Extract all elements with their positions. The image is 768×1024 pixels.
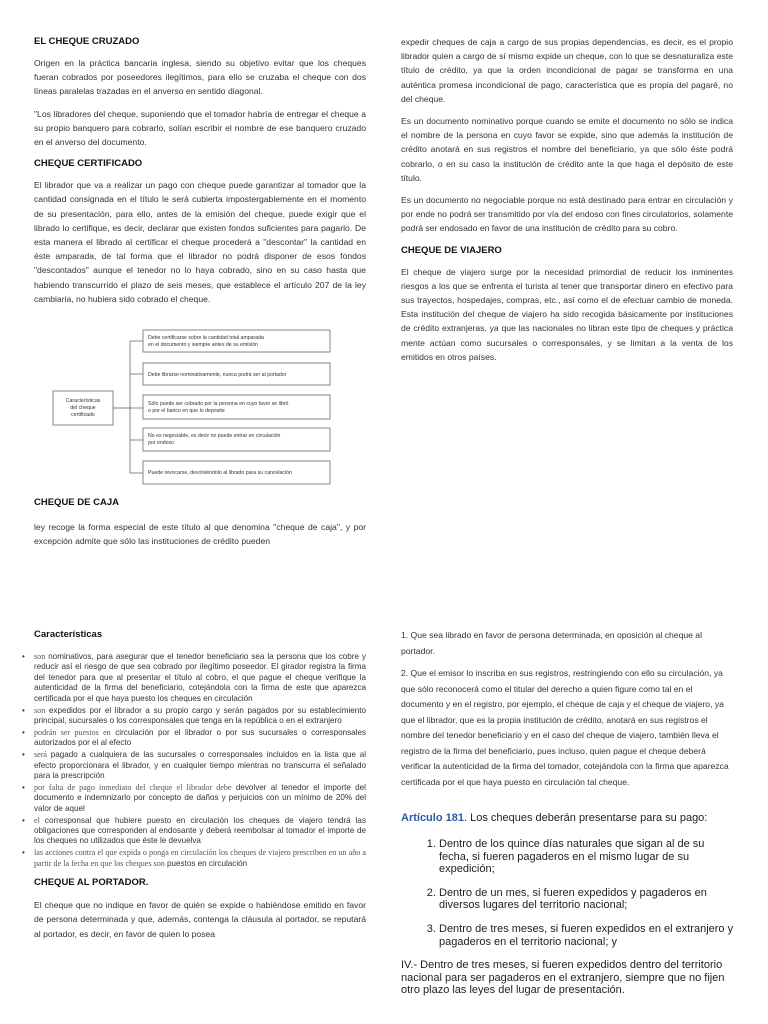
diagram-root-label: certificado <box>71 412 95 418</box>
diagram-box-text: en el documento y siempre antes de su emisión <box>148 342 258 348</box>
list-item: • por falta de pago inmediato del cheque el librador debe devolver al tenedor el importe del documento e indemnizarlo por concepto de daños y perjuicios con un mínimo de 20% del valor de aquel <box>34 783 366 814</box>
list-item: • son nominativos, para asegurar que el tenedor beneficiario sea la persona que los cobre y reducir así el riesgo de que sea cobrado por ilegítimo poseedor. El girador registra la firma del tenedor para que al presentar el título al cobro, el que pague el cheque verifique la autenticidad de la firma del beneficiario, cotejándola con la firma de este que aparezca certificada por el que haya puesto los cheques en circulación <box>34 652 366 704</box>
paragraph: El librador que va a realizar un pago con cheque puede garantizar al tomador que la cantidad consignada en el título le será cubierta impostergablemente en el momento de su presentación, para ello, antes de la emisión del cheque, puede exigir que el librado lo certifique, es decir, declarar que existen fondos suficientes para pagarlo. De esta manera el librado al certificar el cheque procederá a "descontar" la cantidad en éste amparada, de tal forma que el librador no podrá disponer de esos fondos "descontados" aunque el tenedor no lo haya cobrado, sino en su caso hasta que habiendo transcurrido el plazo de seis meses, que establece el artículo 207 de la ley cambiaria, no hubiera sido cobrado el cheque. <box>34 180 366 304</box>
bottom-right-column <box>401 628 735 997</box>
paragraph: "Los libradores del cheque, suponiendo que el tomador habría de entregar el cheque a su propio banquero para cobrarlo, solían escribir el nombre de ese banquero cruzado en el anverso del documento. <box>34 108 366 148</box>
list-item: 3. Dentro de tres meses, si fueren expedidos en el extranjero y pagaderos en el territorio nacional; y <box>439 923 735 948</box>
article-item-iv: IV.- Dentro de tres meses, si fueren expedidos dentro del territorio nacional para ser pagaderos en el extranjero, siempre que no fijen otro plazo las leyes del lugar de presentación. <box>401 959 725 997</box>
article-181-title: Artículo 181. Los cheques deberán presentarse para su pago: <box>401 812 708 824</box>
diagram-box-text: Debe certificarse sobre la cantidad total amparada <box>148 335 264 341</box>
diagram-box-text: Debe librarse nominativamente, nunca podrá ser al portador <box>148 372 287 378</box>
heading-caracteristicas: Características <box>34 629 103 640</box>
heading-cheque-al-portador: CHEQUE AL PORTADOR. <box>34 877 149 889</box>
characteristics-diagram <box>35 327 340 487</box>
paragraph: Es un documento nominativo porque cuando se emite el documento no sólo se indica el nombre de la persona en cuyo favor se expide, sino que además la institución de crédito anotará en sus registros el nombre del beneficiario, ya que sólo éste podrá cobrarlo, o en su caso la institución de crédito ante la que haga el depósito de este título. <box>401 116 733 183</box>
paragraph: 2. Que el emisor lo inscriba en sus registros, restringiendo con ello su circulación, ya que sólo reconocerá como el titular del derecho a quien figure como tal en el documento y en el registro, por ejemplo, el cheque de caja y el cheque de viajero, ya que el librador, que es la propia institución de crédito, anotará en sus registros el nombre del tenedor beneficiario y en el caso del cheque de viajero, también lleva el registro de la firma del beneficiario, pues incluso, quien pague el cheque deberá verificar la autenticidad de la firma del tomador, cotejándola con la firma que aparezca certificada por el que haya puesto en circulación tal cheque. <box>401 668 729 787</box>
paragraph: expedir cheques de caja a cargo de sus propias dependencias, es decir, es el propio librador quien a cargo de sí mismo expide un cheque, con lo que se desnaturaliza este título de crédito, ya que la orden incondicional de pagar se transforma en una auténtica promesa incondicional de pago, característica que es propia del pagaré, no del cheque. <box>401 37 733 104</box>
list-item: 1. Dentro de los quince días naturales que sigan al de su fecha, si fueren pagaderos en el mismo lugar de su expedición; <box>439 838 735 876</box>
diagram-box-text: por endoso <box>148 440 174 446</box>
article-number: Artículo 181 <box>401 812 464 824</box>
top-right-column <box>401 35 733 364</box>
characteristics-list <box>22 652 366 869</box>
diagram-box-text: Puede revocarse, devolviéndolo al librado para su cancelación <box>148 470 292 476</box>
diagram-box-text: No es negociable, es decir no puede entrar en circulación <box>148 433 281 439</box>
paragraph: 1. Que sea librado en favor de persona determinada, en oposición al cheque al portador. <box>401 630 702 656</box>
paragraph: Origen en la práctica bancaria inglesa, siendo su objetivo evitar que los cheques fueran cobrados por poseedores ilegítimos, para ello se cruzaba el cheque con dos líneas paralelas trazadas en el anverso en sentido diagonal. <box>34 58 366 97</box>
article-items <box>401 838 735 948</box>
paragraph: ley recoge la forma especial de este título al que denomina "cheque de caja", y por excepción admite que sólo las instituciones de crédito pueden <box>34 522 366 547</box>
list-item: • son expedidos por el librador a su propio cargo y serán pagados por su establecimiento principal, sucursales o los corresponsales que tenga en la república o en el extranjero <box>34 706 366 727</box>
diagram-root-label: Características <box>65 398 101 404</box>
paragraph: El cheque de viajero surge por la necesidad primordial de reducir los inminentes riesgos a los que se enfrenta el turista al tener que transportar dinero en efectivo para sus trayectos, hospedajes, compras, etc., así como el de efectuar cambio de moneda. Esta institución del cheque de viajero ha sido recogida básicamente por instituciones de crédito extranjeras, ya que las nacionales no libran este tipo de cheques y práctica mente actúan como sucursales o corresponsales, y se limitan a la venta de los emitidos en otros países. <box>401 266 733 362</box>
diagram-box-text: Sólo puede ser cobrado por la persona en cuyo favor se libró <box>148 401 289 407</box>
diagram-box-3 <box>143 395 330 419</box>
list-item: • el corresponsal que hubiere puesto en circulación los cheques de viajero tendrá las obligaciones que corresponden al endosante y deberá reembolsar al tomador el importe de los cheques no utilizados que éste le devuelva <box>34 816 366 847</box>
heading-cheque-de-caja: CHEQUE DE CAJA <box>34 497 119 508</box>
heading-cheque-de-viajero: CHEQUE DE VIAJERO <box>401 244 502 256</box>
paragraph: El cheque que no indique en favor de quién se expide o habiéndose emitido en favor de persona determinada y que, además, contenga la cláusula al portador, se reputará al portador, es decir, en favor de quien lo posea <box>34 900 366 939</box>
top-left-column <box>34 36 366 306</box>
diagram-box-1 <box>143 330 330 352</box>
heading-cheque-cruzado: EL CHEQUE CRUZADO <box>34 36 140 47</box>
diagram-box-text: o por el banco en que lo deposite <box>148 408 225 414</box>
bottom-left-column <box>34 629 366 941</box>
diagram-svg <box>35 327 340 487</box>
list-item: • será pagado a cualquiera de las sucursales o corresponsales incluidos en la lista que al efecto proporcionara el librador, y en cualquier tiempo mientras no transcurra el señalado para la prescripción <box>34 750 366 781</box>
list-item: • las acciones contra el que expida o ponga en circulación los cheques de viajero prescriben en un año a partir de la fecha en que los cheques son puestos en circulación <box>34 848 366 869</box>
paragraph: Es un documento no negociable porque no está destinado para entrar en circulación y por ende no podrá ser transmitido por vía del endoso con fines circulatorios, solamente podrá ser endosado en favor de una institución de crédito para su cobro. <box>401 195 733 234</box>
heading-cheque-certificado: CHEQUE CERTIFICADO <box>34 158 143 170</box>
list-item: 2. Dentro de un mes, si fueren expedidos y pagaderos en diversos lugares del territorio nacional; <box>439 887 735 912</box>
diagram-root-label: del cheque <box>70 405 96 411</box>
list-item: • podrán ser puestos en circulación por el librador o por sus sucursales o corresponsales autorizados por el al efecto <box>34 728 366 749</box>
top-left-column-continued <box>34 497 366 548</box>
